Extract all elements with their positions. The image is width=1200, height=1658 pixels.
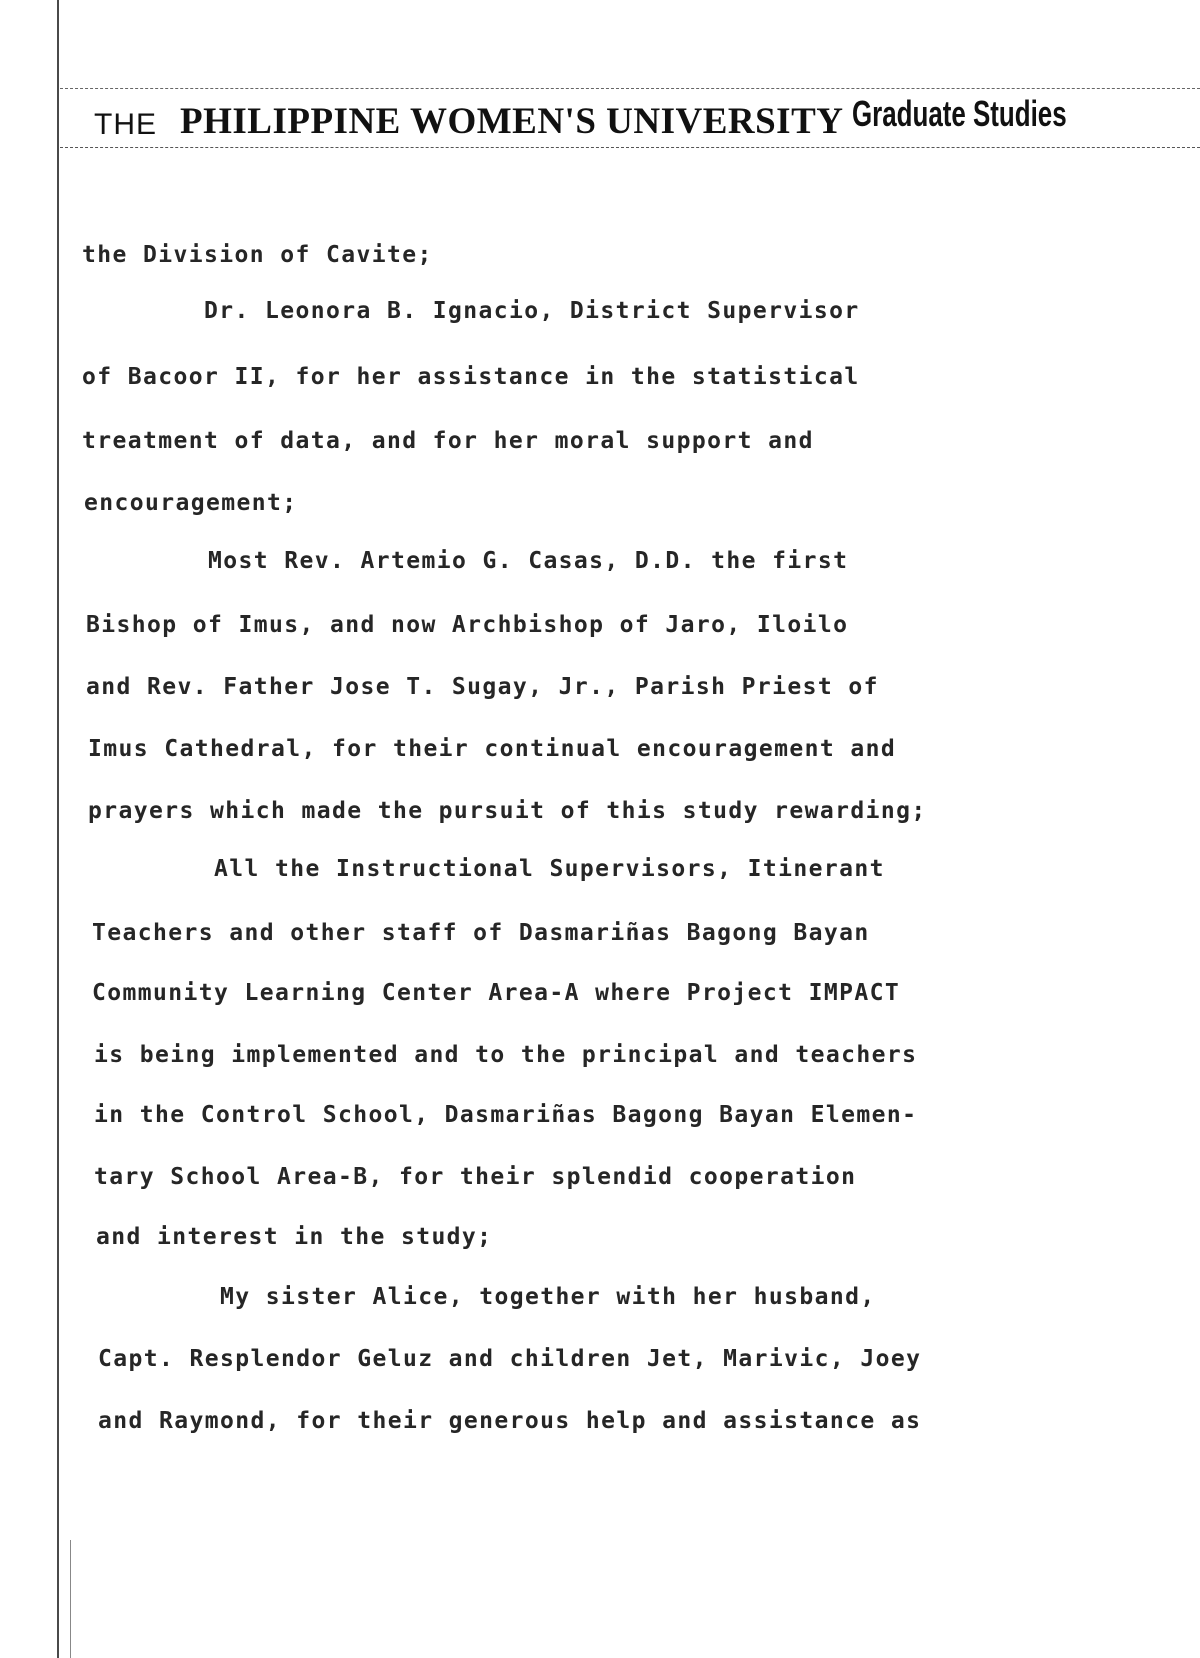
text-line: and Raymond, for their generous help and assistance as	[98, 1408, 922, 1434]
letterhead-department: Graduate Studies	[852, 93, 1067, 134]
text-line: Dr. Leonora B. Ignacio, District Supervisor	[204, 298, 860, 324]
text-line: Bishop of Imus, and now Archbishop of Jaro, Iloilo	[86, 612, 849, 638]
text-line: prayers which made the pursuit of this study rewarding;	[88, 798, 927, 824]
text-line: Teachers and other staff of Dasmariñas Bagong Bayan	[92, 920, 870, 946]
text-line: All the Instructional Supervisors, Itinerant	[214, 856, 885, 882]
letterhead-the: THE	[94, 108, 157, 141]
text-line: encouragement;	[84, 490, 298, 516]
text-line: tary School Area-B, for their splendid cooperation	[94, 1164, 857, 1190]
letterhead-rule-bottom	[60, 147, 1200, 148]
letterhead-rule-top	[60, 88, 1200, 89]
text-line: Capt. Resplendor Geluz and children Jet, Marivic, Joey	[98, 1346, 922, 1372]
text-line: Imus Cathedral, for their continual encouragement and	[88, 736, 897, 762]
letterhead	[60, 88, 1200, 150]
text-line: the Division of Cavite;	[82, 242, 433, 268]
text-line: My sister Alice, together with her husband,	[220, 1284, 876, 1310]
margin-rule-secondary	[70, 1540, 71, 1658]
text-line: and interest in the study;	[96, 1224, 493, 1250]
text-line: in the Control School, Dasmariñas Bagong Bayan Elemen-	[94, 1102, 918, 1128]
text-line: Most Rev. Artemio G. Casas, D.D. the first	[208, 548, 849, 574]
text-line: of Bacoor II, for her assistance in the statistical	[82, 364, 860, 390]
margin-rule	[57, 0, 59, 1658]
letterhead-university: PHILIPPINE WOMEN'S UNIVERSITY	[180, 101, 844, 142]
text-line: is being implemented and to the principal and teachers	[94, 1042, 918, 1068]
text-line: treatment of data, and for her moral support and	[82, 428, 814, 454]
text-line: Community Learning Center Area-A where Project IMPACT	[92, 980, 901, 1006]
text-line: and Rev. Father Jose T. Sugay, Jr., Parish Priest of	[86, 674, 879, 700]
